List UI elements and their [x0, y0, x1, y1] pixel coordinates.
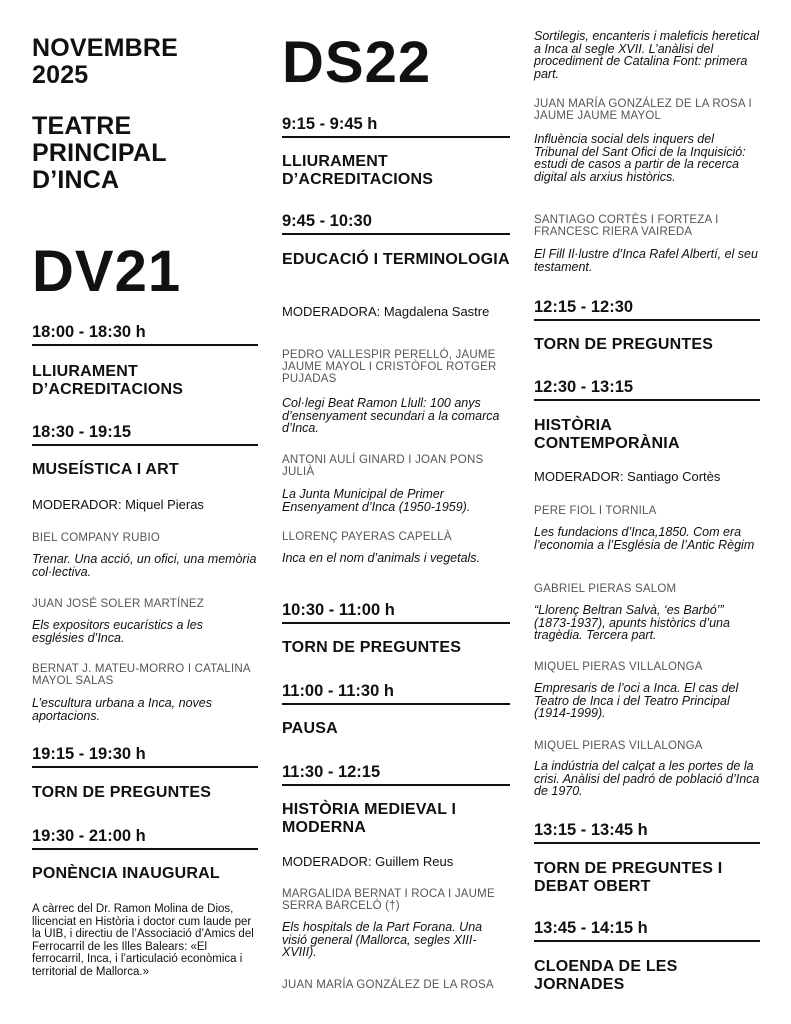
talk-author: BIEL COMPANY RUBIO — [32, 532, 160, 544]
session-title: CLOENDA DE LES JORNADES — [534, 958, 678, 993]
time-slot: 11:30 - 12:15 — [282, 763, 510, 786]
talk-author: BERNAT J. MATEU-MORRO I CATALINA MAYOL SALAS — [32, 663, 251, 687]
session-title: PONÈNCIA INAUGURAL — [32, 865, 220, 882]
time-slot: 19:15 - 19:30 h — [32, 745, 258, 768]
session-title: HISTÒRIA MEDIEVAL I MODERNA — [282, 801, 457, 836]
talk-title: Empresaris de l’oci a Inca. El cas del Teatro de Inca i del Teatro Principal (1914-1999). — [534, 681, 739, 720]
time-slot: 12:15 - 12:30 — [534, 298, 760, 321]
talk-title: L’escultura urbana a Inca, noves aportacions. — [32, 696, 212, 723]
talk-author: LLORENÇ PAYERAS CAPELLÀ — [282, 531, 452, 543]
talk-author: ANTONI AULÍ GINARD I JOAN PONS JULIÀ — [282, 454, 484, 478]
talk-author: JUAN JOSÉ SOLER MARTÍNEZ — [32, 598, 205, 610]
talk-title: “Llorenç Beltran Salvà, ‘es Barbó’” (1873-1937), apunts històrics d’una tragèdia. Tercera part. — [534, 603, 730, 642]
session-moderator: MODERADOR: Guillem Reus — [282, 854, 454, 869]
keynote-description: A càrrec del Dr. Ramon Molina de Dios, llicenciat en Història i doctor cum laude per la UIB, i directiu de l’Associació d’Amics del Ferrocarril de les Illes Balears: «El ferrocarril, Inca, i l’articulació econòmica i territorial de Mallorca.» — [32, 903, 254, 978]
session-title: EDUCACIÓ I TERMINOLOGIA — [282, 251, 510, 268]
session-title: LLIURAMENT D’ACREDITACIONS — [282, 153, 434, 188]
event-venue: TEATRE PRINCIPAL D’INCA — [32, 112, 167, 194]
session-title: TORN DE PREGUNTES — [32, 784, 212, 801]
session-title: MUSEÍSTICA I ART — [32, 461, 179, 478]
talk-author: JUAN MARÍA GONZÁLEZ DE LA ROSA — [282, 979, 494, 991]
talk-author: MARGALIDA BERNAT I ROCA I JAUME SERRA BARCELÓ (†) — [282, 888, 495, 912]
session-title: PAUSA — [282, 720, 338, 737]
talk-title: El Fill Il·lustre d’Inca Rafel Albertí, el seu testament. — [534, 247, 758, 274]
session-title: TORN DE PREGUNTES — [534, 336, 714, 353]
time-slot: 19:30 - 21:00 h — [32, 827, 258, 850]
event-month: NOVEMBRE 2025 — [32, 34, 179, 89]
time-slot: 10:30 - 11:00 h — [282, 601, 510, 624]
time-slot: 9:45 - 10:30 — [282, 212, 510, 235]
talk-title: Sortilegis, encanteris i maleficis heretical a Inca al segle XVII. L’anàlisi del procediment de Catalina Font: primera part. — [534, 29, 760, 81]
time-slot: 12:30 - 13:15 — [534, 378, 760, 401]
time-slot: 9:15 - 9:45 h — [282, 115, 510, 138]
session-title: LLIURAMENT D’ACREDITACIONS — [32, 363, 184, 398]
talk-title: La Junta Municipal de Primer Ensenyament d’Inca (1950-1959). — [282, 487, 471, 514]
session-moderator: MODERADOR: Miquel Pieras — [32, 497, 204, 512]
talk-title: La indústria del calçat a les portes de la crisi. Anàlisi del padró de població d’Inca de 1970. — [534, 759, 760, 798]
talk-author: JUAN MARÍA GONZÁLEZ DE LA ROSA I JAUME JAUME MAYOL — [534, 98, 752, 122]
talk-title: Les fundacions d’Inca,1850. Com era l’economia a l’Església de l’Antic Règim — [534, 525, 755, 552]
talk-author: MIQUEL PIERAS VILLALONGA — [534, 740, 703, 752]
time-slot: 13:45 - 14:15 h — [534, 919, 760, 942]
talk-author: PERE FIOL I TORNILA — [534, 505, 657, 517]
session-moderator: MODERADORA: Magdalena Sastre — [282, 304, 490, 319]
talk-author: MIQUEL PIERAS VILLALONGA — [534, 661, 703, 673]
day-label-saturday: DS22 — [282, 30, 432, 95]
talk-title: Influència social dels inquers del Tribunal del Sant Ofici de la Inquisició: estudi de casos a partir de la recerca digital als arxius històrics. — [534, 132, 746, 184]
session-title: HISTÒRIA CONTEMPORÀNIA — [534, 417, 680, 452]
time-slot: 18:30 - 19:15 — [32, 423, 258, 446]
time-slot: 18:00 - 18:30 h — [32, 323, 258, 346]
session-title: TORN DE PREGUNTES — [282, 639, 462, 656]
talk-title: Inca en el nom d’animals i vegetals. — [282, 551, 481, 565]
talk-title: Els hospitals de la Part Forana. Una visió general (Mallorca, segles XIII-XVIII). — [282, 920, 483, 959]
time-slot: 13:15 - 13:45 h — [534, 821, 760, 844]
time-slot: 11:00 - 11:30 h — [282, 682, 510, 705]
talk-title: Trenar. Una acció, un ofici, una memòria col·lectiva. — [32, 552, 257, 579]
talk-title: Els expositors eucarístics a les esglésies d’Inca. — [32, 618, 203, 645]
session-moderator: MODERADOR: Santiago Cortès — [534, 469, 721, 484]
session-title: TORN DE PREGUNTES I DEBAT OBERT — [534, 860, 723, 895]
talk-title: Col·legi Beat Ramon Llull: 100 anys d’ensenyament secundari a la comarca d’Inca. — [282, 396, 500, 435]
talk-author: GABRIEL PIERAS SALOM — [534, 583, 677, 595]
talk-author: PEDRO VALLESPIR PERELLÓ, JAUME JAUME MAYOL I CRISTÒFOL ROTGER PUJADAS — [282, 349, 497, 385]
day-label-friday: DV21 — [32, 239, 182, 304]
talk-author: SANTIAGO CORTÈS I FORTEZA I FRANCESC RIERA VAIREDA — [534, 214, 719, 238]
